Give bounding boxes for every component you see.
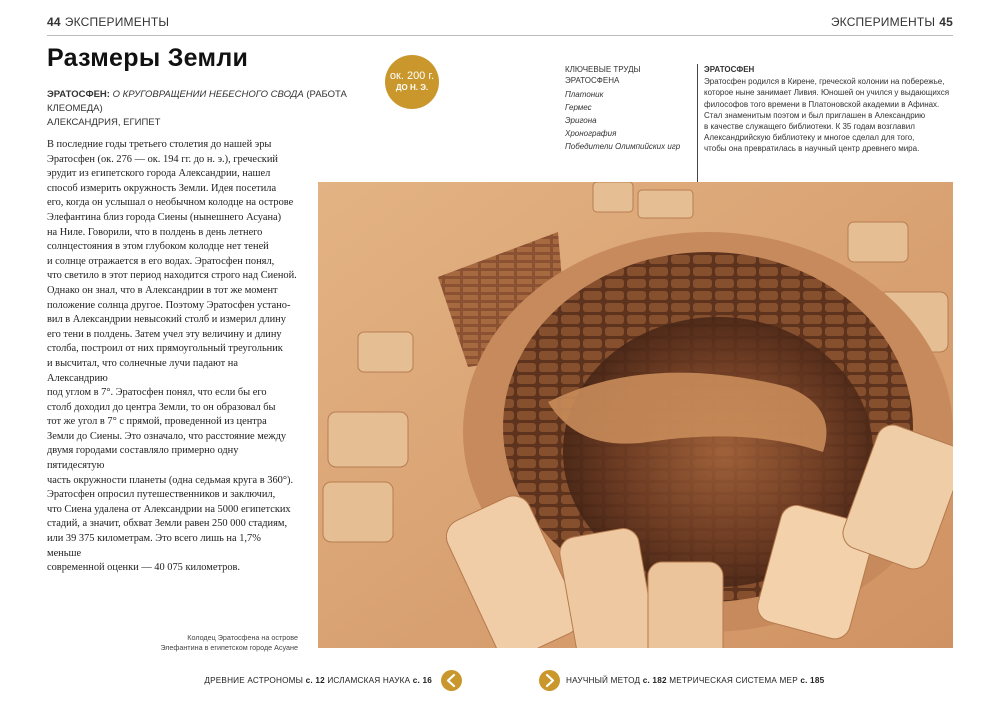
bio-line: философов того времени в Платоновской академии в Афинах.: [704, 99, 940, 109]
date-badge-era: ДО Н. Э.: [395, 83, 429, 92]
left-section-name: ЭКСПЕРИМЕНТЫ: [64, 15, 170, 29]
key-work-item: Хронография: [565, 129, 617, 138]
bio-line: Александрийскую библиотеку и многое сделал для того,: [704, 133, 915, 143]
body-line: столба, построил от них прямоугольный треугольник: [47, 343, 283, 355]
subtitle: [47, 88, 377, 130]
body-line: вил в Александрии невысокий столб и измерил длину: [47, 314, 286, 326]
body-line: его тени в полдень. Затем учел эту величину и длину: [47, 328, 282, 340]
body-line: и высчитал, что солнечные лучи падают на Александрию: [47, 357, 238, 384]
caption-line-1: Колодец Эратосфена на острове: [187, 633, 298, 642]
date-badge-year: ок. 200 г.: [389, 70, 435, 82]
body-line: тот же угол в 7° с прямой, проведенной из центра: [47, 416, 267, 428]
body-line: эрудит из египетского города Александрии, нашел: [47, 168, 271, 180]
body-line: что Сиена удалена от Александрии на 5000 египетских: [47, 503, 291, 515]
right-running-header: [831, 15, 953, 29]
bio-line: чтобы она превратилась в научный центр древнего мира.: [704, 144, 920, 154]
right-section-name: ЭКСПЕРИМЕНТЫ: [830, 15, 936, 29]
body-line: стадий, а значит, обхват Земли равен 250 000 стадиям,: [47, 518, 288, 530]
nav-left-page-2: с. 16: [412, 676, 432, 685]
header-rule: [47, 35, 953, 36]
bio-box: [704, 64, 954, 155]
caption-line-2: Элефантина в египетском городе Асуане: [160, 643, 298, 652]
body-line: Эратосфен (ок. 276 — ок. 194 гг. до н. э.), греческий: [47, 153, 278, 165]
subtitle-note: (РАБОТА КЛЕОМЕДА): [47, 89, 347, 114]
arrow-left-icon: [441, 670, 462, 691]
nav-left-page-1: с. 12: [305, 676, 325, 685]
body-line: двумя городами составляло примерно одну пятидесятую: [47, 445, 239, 472]
body-line: положение солнца другое. Поэтому Эратосфен устано-: [47, 299, 291, 311]
body-text: [47, 138, 297, 576]
right-page-number: 45: [939, 15, 953, 29]
body-line: его, когда он услышал о необычном колодце на острове: [47, 197, 294, 209]
arrow-right-icon: [539, 670, 560, 691]
nav-right-page-1: с. 182: [642, 676, 667, 685]
body-line: на Ниле. Говорили, что в полдень в день летнего: [47, 226, 263, 238]
body-line: столб доходил до центра Земли, то он образовал бы: [47, 401, 276, 413]
key-works-heading-1: КЛЮЧЕВЫЕ ТРУДЫ: [565, 65, 641, 74]
key-work-item: Эригона: [565, 116, 597, 125]
nav-right-item-2[interactable]: МЕТРИЧЕСКАЯ СИСТЕМА МЕР: [669, 676, 798, 685]
key-works-list: [565, 88, 685, 153]
body-line: современной оценки — 40 075 километров.: [47, 562, 241, 574]
bio-line: которое ныне занимает Ливия. Юношей он учился у выдающихся: [704, 88, 950, 98]
photo-caption: [150, 633, 298, 653]
key-works: [565, 64, 685, 153]
body-line: Элефантина близ города Сиены (нынешнего Асуана): [47, 211, 282, 223]
body-line: часть окружности планеты (одна седьмая круга в 360°).: [47, 474, 294, 486]
subtitle-work: О КРУГОВРАЩЕНИИ НЕБЕСНОГО СВОДА: [112, 89, 304, 100]
bio-line: Стал знаменитым поэтом и был приглашен в Александрию: [704, 110, 926, 120]
prev-arrow-button[interactable]: [441, 670, 462, 691]
well-photo: [318, 182, 953, 648]
nav-left-item-1[interactable]: ДРЕВНИЕ АСТРОНОМЫ: [204, 676, 304, 685]
body-line: что светило в этот период находится строго над Сиеной.: [47, 270, 297, 282]
nav-right: [566, 676, 824, 685]
body-line: или 39 375 километрам. Это всего лишь на 1,7% меньше: [47, 533, 261, 559]
body-line: способ измерить окружность Земли. Идея посетила: [47, 182, 277, 194]
nav-left-item-2[interactable]: ИСЛАМСКАЯ НАУКА: [327, 676, 411, 685]
bio-divider: [697, 64, 698, 182]
page-title: Размеры Земли: [47, 44, 249, 72]
body-line: под углом в 7°. Эратосфен понял, что если бы его: [47, 387, 267, 399]
body-line: Земли до Сиены. Это означало, что расстояние между: [47, 430, 287, 442]
body-line: В последние годы третьего столетия до нашей эры: [47, 139, 272, 150]
key-work-item: Гермес: [565, 103, 592, 112]
key-works-heading-2: ЭРАТОСФЕНА: [565, 76, 620, 85]
body-line: Эратосфен опросил путешественников и заключил,: [47, 489, 276, 501]
left-running-header: [47, 15, 169, 29]
nav-right-page-2: с. 185: [800, 676, 825, 685]
bio-line: в качестве служащего библиотеки. К 35 годам возглавил: [704, 122, 915, 132]
date-badge: [385, 55, 439, 109]
bio-text: [704, 76, 954, 154]
subtitle-author: ЭРАТОСФЕН:: [47, 89, 110, 100]
bio-line: Эратосфен родился в Кирене, греческой колонии на побережье,: [704, 77, 945, 87]
body-line: солнцестояния в этом глубоком колодце нет теней: [47, 241, 269, 253]
nav-left: [204, 676, 432, 685]
left-page-number: 44: [47, 15, 61, 29]
body-line: и солнце отражается в его водах. Эратосфен понял,: [47, 255, 275, 267]
key-work-item: Платоник: [565, 90, 604, 99]
body-line: Однако он знал, что в Александрии в тот же момент: [47, 284, 278, 296]
bio-heading: ЭРАТОСФЕН: [704, 65, 755, 74]
nav-right-item-1[interactable]: НАУЧНЫЙ МЕТОД: [566, 676, 641, 685]
subtitle-place: АЛЕКСАНДРИЯ, ЕГИПЕТ: [47, 117, 161, 128]
next-arrow-button[interactable]: [539, 670, 560, 691]
key-work-item: Победители Олимпийских игр: [565, 142, 681, 151]
